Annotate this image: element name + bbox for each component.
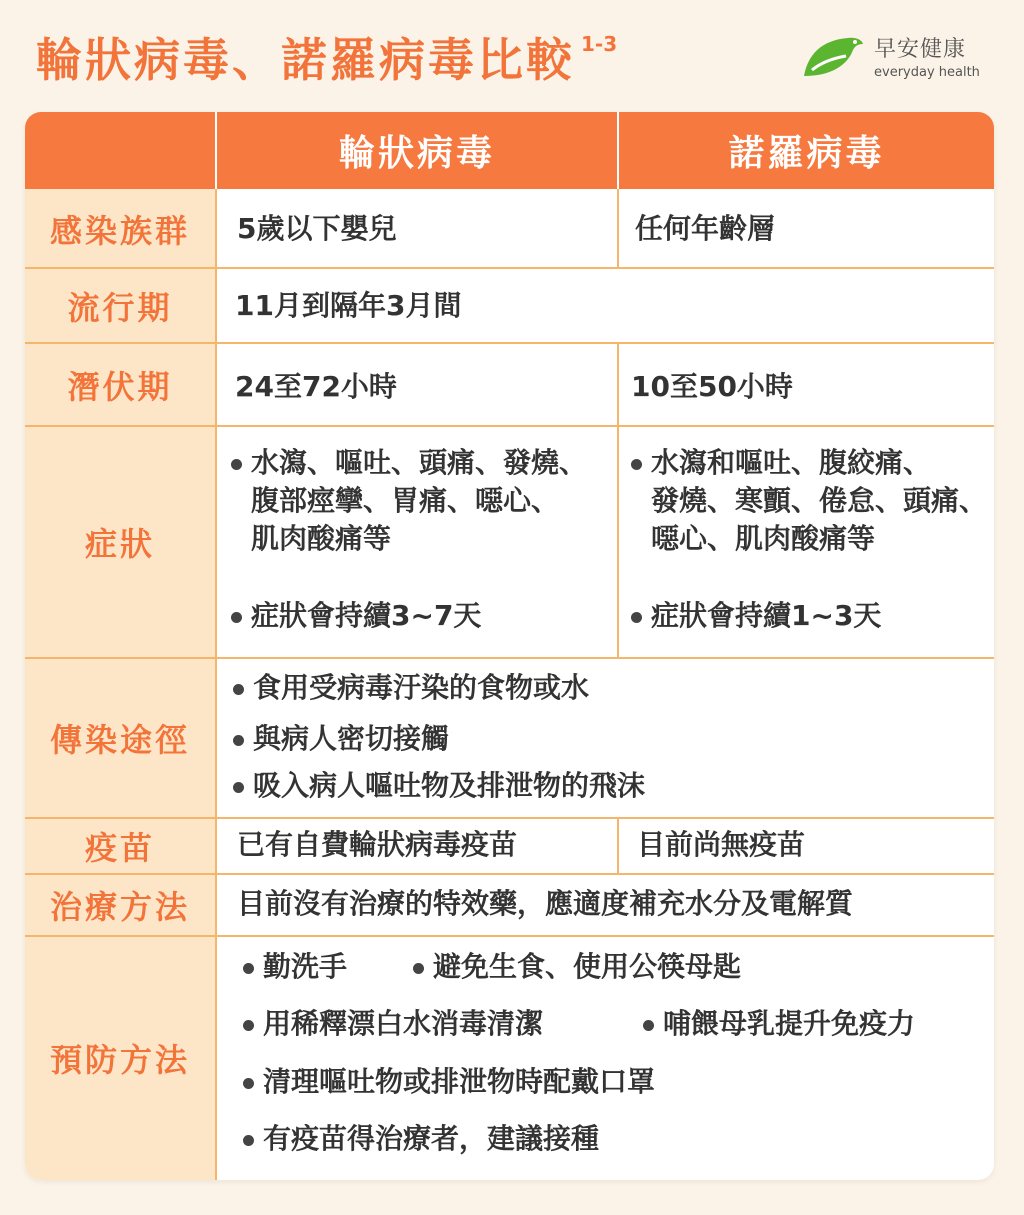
symptom-line: 肌肉酸痛等 [251, 522, 392, 555]
symptom-duration: 症狀會持續3~7天 [229, 597, 481, 635]
symptom-line: 水瀉和嘔吐、腹絞痛、 [629, 444, 987, 482]
row-label-epidemic-period: 流行期 [25, 268, 217, 343]
cell-symptoms-rotavirus-duration [229, 597, 481, 635]
prevention-text: 有疫苗得治療者，建議接種 [241, 1120, 599, 1158]
cell-vaccine-norovirus: 目前尚無疫苗 [637, 828, 806, 861]
prevention-text: 避免生食、使用公筷母匙 [411, 948, 741, 986]
symptom-line: 發燒、寒顫、倦怠、頭痛、 [651, 484, 988, 517]
brand-name-cn: 早安健康 [874, 37, 967, 62]
row-label-incubation: 潛伏期 [25, 343, 217, 426]
brand-logo [800, 32, 980, 80]
cell-transmission [231, 669, 645, 805]
title-text: 輪狀病毒、諾羅病毒比較 [36, 33, 575, 87]
brand-name-en: everyday health [874, 65, 980, 80]
prevention-item [241, 1063, 655, 1101]
row-divider [25, 935, 994, 937]
comparison-table [25, 112, 994, 1180]
cell-infected-group-norovirus: 任何年齡層 [635, 212, 776, 245]
row-label-treatment: 治療方法 [25, 874, 217, 936]
row-label-vaccine: 疫苗 [25, 818, 217, 874]
transmission-item: 食用受病毒汙染的食物或水 [231, 669, 645, 707]
row-divider [25, 817, 994, 819]
row-divider [25, 425, 994, 427]
table-header [25, 112, 994, 189]
cell-symptoms-norovirus-duration [629, 597, 881, 635]
transmission-item: 與病人密切接觸 [231, 720, 645, 758]
header-divider [617, 112, 619, 189]
row-divider [25, 657, 994, 659]
title-reference: 1-3 [581, 32, 618, 56]
prevention-text: 清理嘔吐物或排泄物時配戴口罩 [241, 1063, 655, 1101]
symptom-line: 噁心、肌肉酸痛等 [651, 522, 876, 555]
cell-epidemic-period: 11月到隔年3月間 [235, 289, 462, 322]
header-divider [215, 112, 217, 189]
cell-incubation-norovirus: 10至50小時 [631, 370, 793, 403]
cell-vaccine-rotavirus: 已有自費輪狀病毒疫苗 [237, 828, 518, 861]
row-label-infected-group: 感染族群 [25, 189, 217, 268]
cell-symptoms-rotavirus [229, 444, 587, 558]
row-divider [25, 873, 994, 875]
leaf-bird-icon [800, 32, 866, 80]
column-header-rotavirus: 輪狀病毒 [338, 133, 495, 174]
row-divider [25, 267, 994, 269]
page-title [36, 24, 617, 90]
row-label-symptoms: 症狀 [25, 426, 217, 658]
prevention-text: 勤洗手 [241, 948, 347, 986]
symptom-line: 水瀉、嘔吐、頭痛、發燒、 [229, 444, 587, 482]
prevention-item [641, 1005, 915, 1043]
transmission-item: 吸入病人嘔吐物及排泄物的飛沫 [231, 767, 645, 805]
prevention-item [241, 948, 347, 986]
cell-infected-group-rotavirus: 5歲以下嬰兒 [237, 212, 397, 245]
column-divider [617, 189, 619, 268]
symptom-duration: 症狀會持續1~3天 [629, 597, 881, 635]
column-divider [617, 343, 619, 658]
row-label-prevention: 預防方法 [25, 936, 217, 1180]
prevention-item [411, 948, 741, 986]
row-divider [25, 342, 994, 344]
prevention-text: 用稀釋漂白水消毒清潔 [241, 1005, 543, 1043]
prevention-item [241, 1005, 543, 1043]
prevention-item [241, 1120, 599, 1158]
row-label-transmission: 傳染途徑 [25, 658, 217, 818]
cell-symptoms-norovirus [629, 444, 987, 558]
cell-incubation-rotavirus: 24至72小時 [235, 370, 397, 403]
prevention-text: 哺餵母乳提升免疫力 [641, 1005, 915, 1043]
cell-treatment: 目前沒有治療的特效藥，應適度補充水分及電解質 [237, 887, 854, 920]
symptom-line: 腹部痙攣、胃痛、噁心、 [251, 484, 560, 517]
column-header-norovirus: 諾羅病毒 [728, 133, 885, 174]
column-divider [617, 818, 619, 874]
